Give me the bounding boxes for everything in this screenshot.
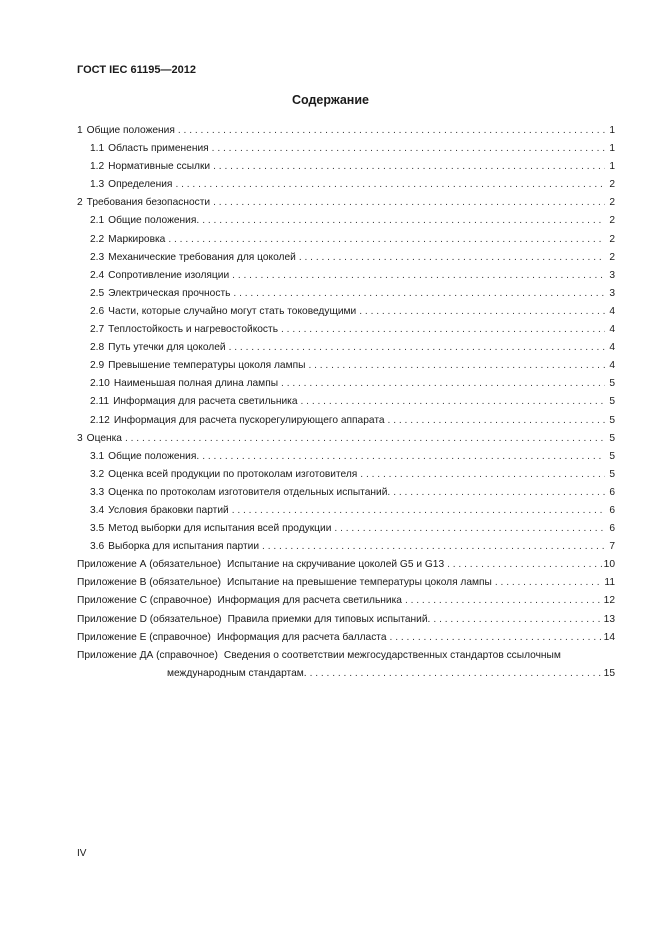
toc-leader-dots [232, 267, 605, 285]
toc-entry-title: Нормативные ссылки [108, 161, 211, 173]
toc-entry-page: 1 [609, 143, 615, 155]
toc-entry[interactable] [77, 393, 615, 411]
toc-entry-title: Наименьшая полная длина лампы [113, 378, 279, 390]
toc-entry-page: 5 [609, 396, 615, 408]
toc-entry-number: 3.6 [90, 541, 105, 553]
toc-entry[interactable] [77, 629, 615, 647]
toc-entry-appendix-da[interactable] [77, 647, 615, 665]
toc-entry[interactable] [77, 556, 615, 574]
toc-entry-page: 2 [609, 215, 615, 227]
toc-entry-number: 3.4 [90, 504, 105, 516]
toc-leader-dots [299, 249, 605, 267]
toc-entry-page: 6 [609, 486, 615, 498]
toc-entry-page: 6 [609, 523, 615, 535]
toc-entry-number: 2 [77, 197, 83, 209]
toc-leader-dots [175, 176, 605, 194]
toc-leader-dots [125, 430, 605, 448]
toc-entry-number: 2.10 [90, 378, 110, 390]
toc-entry-number: 2.5 [90, 287, 105, 299]
toc-entry-title: Общие положения [86, 125, 175, 136]
toc-entry-number: Приложение Е (справочное) [77, 631, 211, 643]
table-of-contents [77, 122, 615, 683]
toc-entry-title: Информация для расчета балласта [216, 631, 387, 643]
toc-leader-dots [393, 484, 605, 502]
toc-entry-title: Определения [108, 179, 173, 191]
toc-entry-page: 4 [609, 324, 615, 336]
toc-leader-dots [405, 592, 602, 610]
toc-entry-number: 2.3 [90, 251, 105, 263]
toc-leader-dots [301, 393, 605, 411]
toc-entry-number: 2.12 [90, 414, 110, 426]
toc-leader-dots [495, 574, 603, 592]
toc-entry-number: 1.1 [90, 143, 105, 155]
toc-entry-number: 2.7 [90, 324, 105, 336]
toc-leader-dots [310, 665, 602, 683]
toc-entry[interactable] [77, 357, 615, 375]
toc-leader-dots [359, 303, 605, 321]
toc-entry-title: Область применения [108, 143, 209, 155]
toc-leader-dots [233, 285, 605, 303]
toc-entry-page: 1 [609, 125, 615, 136]
toc-entry[interactable] [77, 375, 615, 393]
toc-entry-title: Сопротивление изоляции [108, 269, 230, 281]
toc-entry-number: 1.2 [90, 161, 105, 173]
toc-leader-dots [360, 466, 605, 484]
toc-entry-page: 2 [609, 251, 615, 263]
toc-leader-dots [390, 629, 602, 647]
toc-leader-dots [433, 611, 601, 629]
toc-leader-dots [213, 158, 605, 176]
toc-entry[interactable] [77, 176, 615, 194]
toc-entry[interactable] [77, 520, 615, 538]
toc-entry[interactable] [77, 430, 615, 448]
toc-entry-page: 3 [609, 269, 615, 281]
toc-entry-title: Превышение температуры цоколя лампы [108, 360, 306, 372]
toc-entry[interactable] [77, 285, 615, 303]
toc-entry-number: 3 [77, 432, 83, 444]
toc-leader-dots [281, 375, 605, 393]
toc-entry[interactable] [77, 339, 615, 357]
toc-entry-title: Общие положения. [108, 215, 200, 227]
toc-entry-page: 4 [609, 360, 615, 372]
toc-leader-dots [202, 448, 605, 466]
toc-entry-title: Сведения о соответствии межгосударственных стандартов ссылочным [223, 649, 561, 661]
toc-entry-number: Приложение А (обязательное) [77, 559, 221, 571]
toc-entry-title-continuation: международным стандартам. [167, 667, 307, 679]
toc-leader-dots [308, 357, 605, 375]
toc-entry-page: 2 [609, 179, 615, 191]
toc-entry[interactable] [77, 611, 615, 629]
toc-entry-title: Испытание на превышение температуры цоколя лампы [227, 577, 492, 589]
toc-leader-dots [202, 212, 605, 230]
toc-entry-number: 2.11 [90, 396, 110, 408]
toc-entry-number: Приложение ДА (справочное) [77, 649, 218, 661]
toc-entry-page: 2 [609, 197, 615, 209]
toc-entry-page: 2 [609, 233, 615, 245]
toc-leader-dots [447, 556, 602, 574]
toc-entry-page: 11 [604, 577, 615, 589]
toc-entry[interactable] [77, 122, 615, 140]
toc-entry[interactable] [77, 140, 615, 158]
toc-entry-title: Электрическая прочность [108, 287, 231, 299]
toc-entry-number: 3.1 [90, 450, 105, 462]
toc-entry-title: Выборка для испытания партии [108, 541, 260, 553]
toc-leader-dots [262, 538, 605, 556]
toc-entry-number: 2.6 [90, 305, 105, 317]
toc-entry[interactable] [77, 502, 615, 520]
toc-entry-page: 12 [603, 595, 615, 607]
toc-leader-dots [388, 412, 605, 430]
toc-entry-page: 5 [609, 432, 615, 444]
toc-entry-page: 15 [603, 667, 615, 679]
toc-entry-number: 3.3 [90, 486, 105, 498]
toc-entry[interactable] [77, 303, 615, 321]
toc-entry-title: Части, которые случайно могут стать токоведущими [108, 305, 357, 317]
toc-entry-page: 5 [609, 468, 615, 480]
toc-entry-page: 5 [609, 414, 615, 426]
toc-entry-page: 5 [609, 450, 615, 462]
toc-entry-number: 3.5 [90, 523, 105, 535]
toc-entry-page: 4 [609, 342, 615, 354]
toc-entry-title: Оценка всей продукции по протоколам изготовителя [108, 468, 358, 480]
toc-entry[interactable] [77, 412, 615, 430]
toc-entry-title: Информация для расчета светильника [217, 595, 402, 607]
toc-entry-title: Метод выборки для испытания всей продукции [108, 523, 332, 535]
toc-entry[interactable] [77, 212, 615, 230]
toc-entry-page: 4 [609, 305, 615, 317]
toc-leader-dots [334, 520, 605, 538]
toc-leader-dots [229, 339, 605, 357]
toc-entry[interactable] [77, 466, 615, 484]
toc-leader-dots [281, 321, 605, 339]
toc-leader-dots [232, 502, 605, 520]
toc-entry-number: Приложение D (обязательное) [77, 613, 222, 625]
toc-entry-title: Испытание на скручивание цоколей G5 и G13 [227, 559, 445, 571]
toc-entry-number: 2.8 [90, 342, 105, 354]
toc-leader-dots [213, 194, 605, 212]
toc-entry[interactable] [77, 158, 615, 176]
toc-entry-title: Оценка [86, 432, 122, 444]
toc-entry[interactable] [77, 231, 615, 249]
page-number: IV [77, 848, 87, 859]
page-title: Содержание [291, 93, 369, 107]
toc-entry-number: 3.2 [90, 468, 105, 480]
toc-entry-page: 7 [609, 541, 615, 553]
toc-entry-page: 6 [609, 504, 615, 516]
toc-leader-dots [168, 231, 605, 249]
toc-entry-title: Оценка по протоколам изготовителя отдельных испытаний. [108, 486, 391, 498]
toc-entry-title: Теплостойкость и нагревостойкость [108, 324, 278, 336]
toc-entry-title: Требования безопасности [86, 197, 211, 209]
toc-entry[interactable] [77, 538, 615, 556]
toc-entry-title: Информация для расчета светильника [113, 396, 298, 408]
toc-entry-title: Механические требования для цоколей [108, 251, 296, 263]
toc-entry-title: Путь утечки для цоколей [108, 342, 226, 354]
toc-entry-page: 3 [609, 287, 615, 299]
toc-leader-dots [178, 122, 605, 140]
toc-entry-page: 10 [603, 559, 615, 571]
toc-entry[interactable] [77, 194, 615, 212]
toc-entry[interactable] [77, 321, 615, 339]
toc-entry-title: Правила приемки для типовых испытаний. [227, 613, 431, 625]
toc-entry[interactable] [77, 592, 615, 610]
toc-entry-page: 13 [603, 613, 615, 625]
toc-entry-number: Приложение С (справочное) [77, 595, 212, 607]
toc-entry[interactable] [77, 249, 615, 267]
toc-entry[interactable] [77, 484, 615, 502]
document-header: ГОСТ IEC 61195—2012 [77, 64, 196, 76]
toc-entry-title: Условия браковки партий [108, 504, 229, 516]
toc-entry-title: Маркировка [108, 233, 166, 245]
toc-entry[interactable] [77, 448, 615, 466]
toc-entry[interactable] [77, 267, 615, 285]
toc-leader-dots [212, 140, 605, 158]
toc-entry-number: 1.3 [90, 179, 105, 191]
toc-entry[interactable] [77, 574, 615, 592]
toc-entry-number: 2.9 [90, 360, 105, 372]
toc-entry-number: 2.2 [90, 233, 105, 245]
toc-entry-number: Приложение В (обязательное) [77, 577, 221, 589]
toc-entry-title: Общие положения. [108, 450, 200, 462]
toc-entry-appendix-da-continuation[interactable] [77, 665, 615, 683]
toc-entry-number: 1 [77, 125, 83, 136]
toc-entry-number: 2.4 [90, 269, 105, 281]
toc-entry-number: 2.1 [90, 215, 105, 227]
toc-entry-page: 5 [609, 378, 615, 390]
toc-entry-page: 14 [603, 631, 615, 643]
toc-entry-title: Информация для расчета пускорегулирующего аппарата [113, 414, 385, 426]
toc-entry-page: 1 [609, 161, 615, 173]
